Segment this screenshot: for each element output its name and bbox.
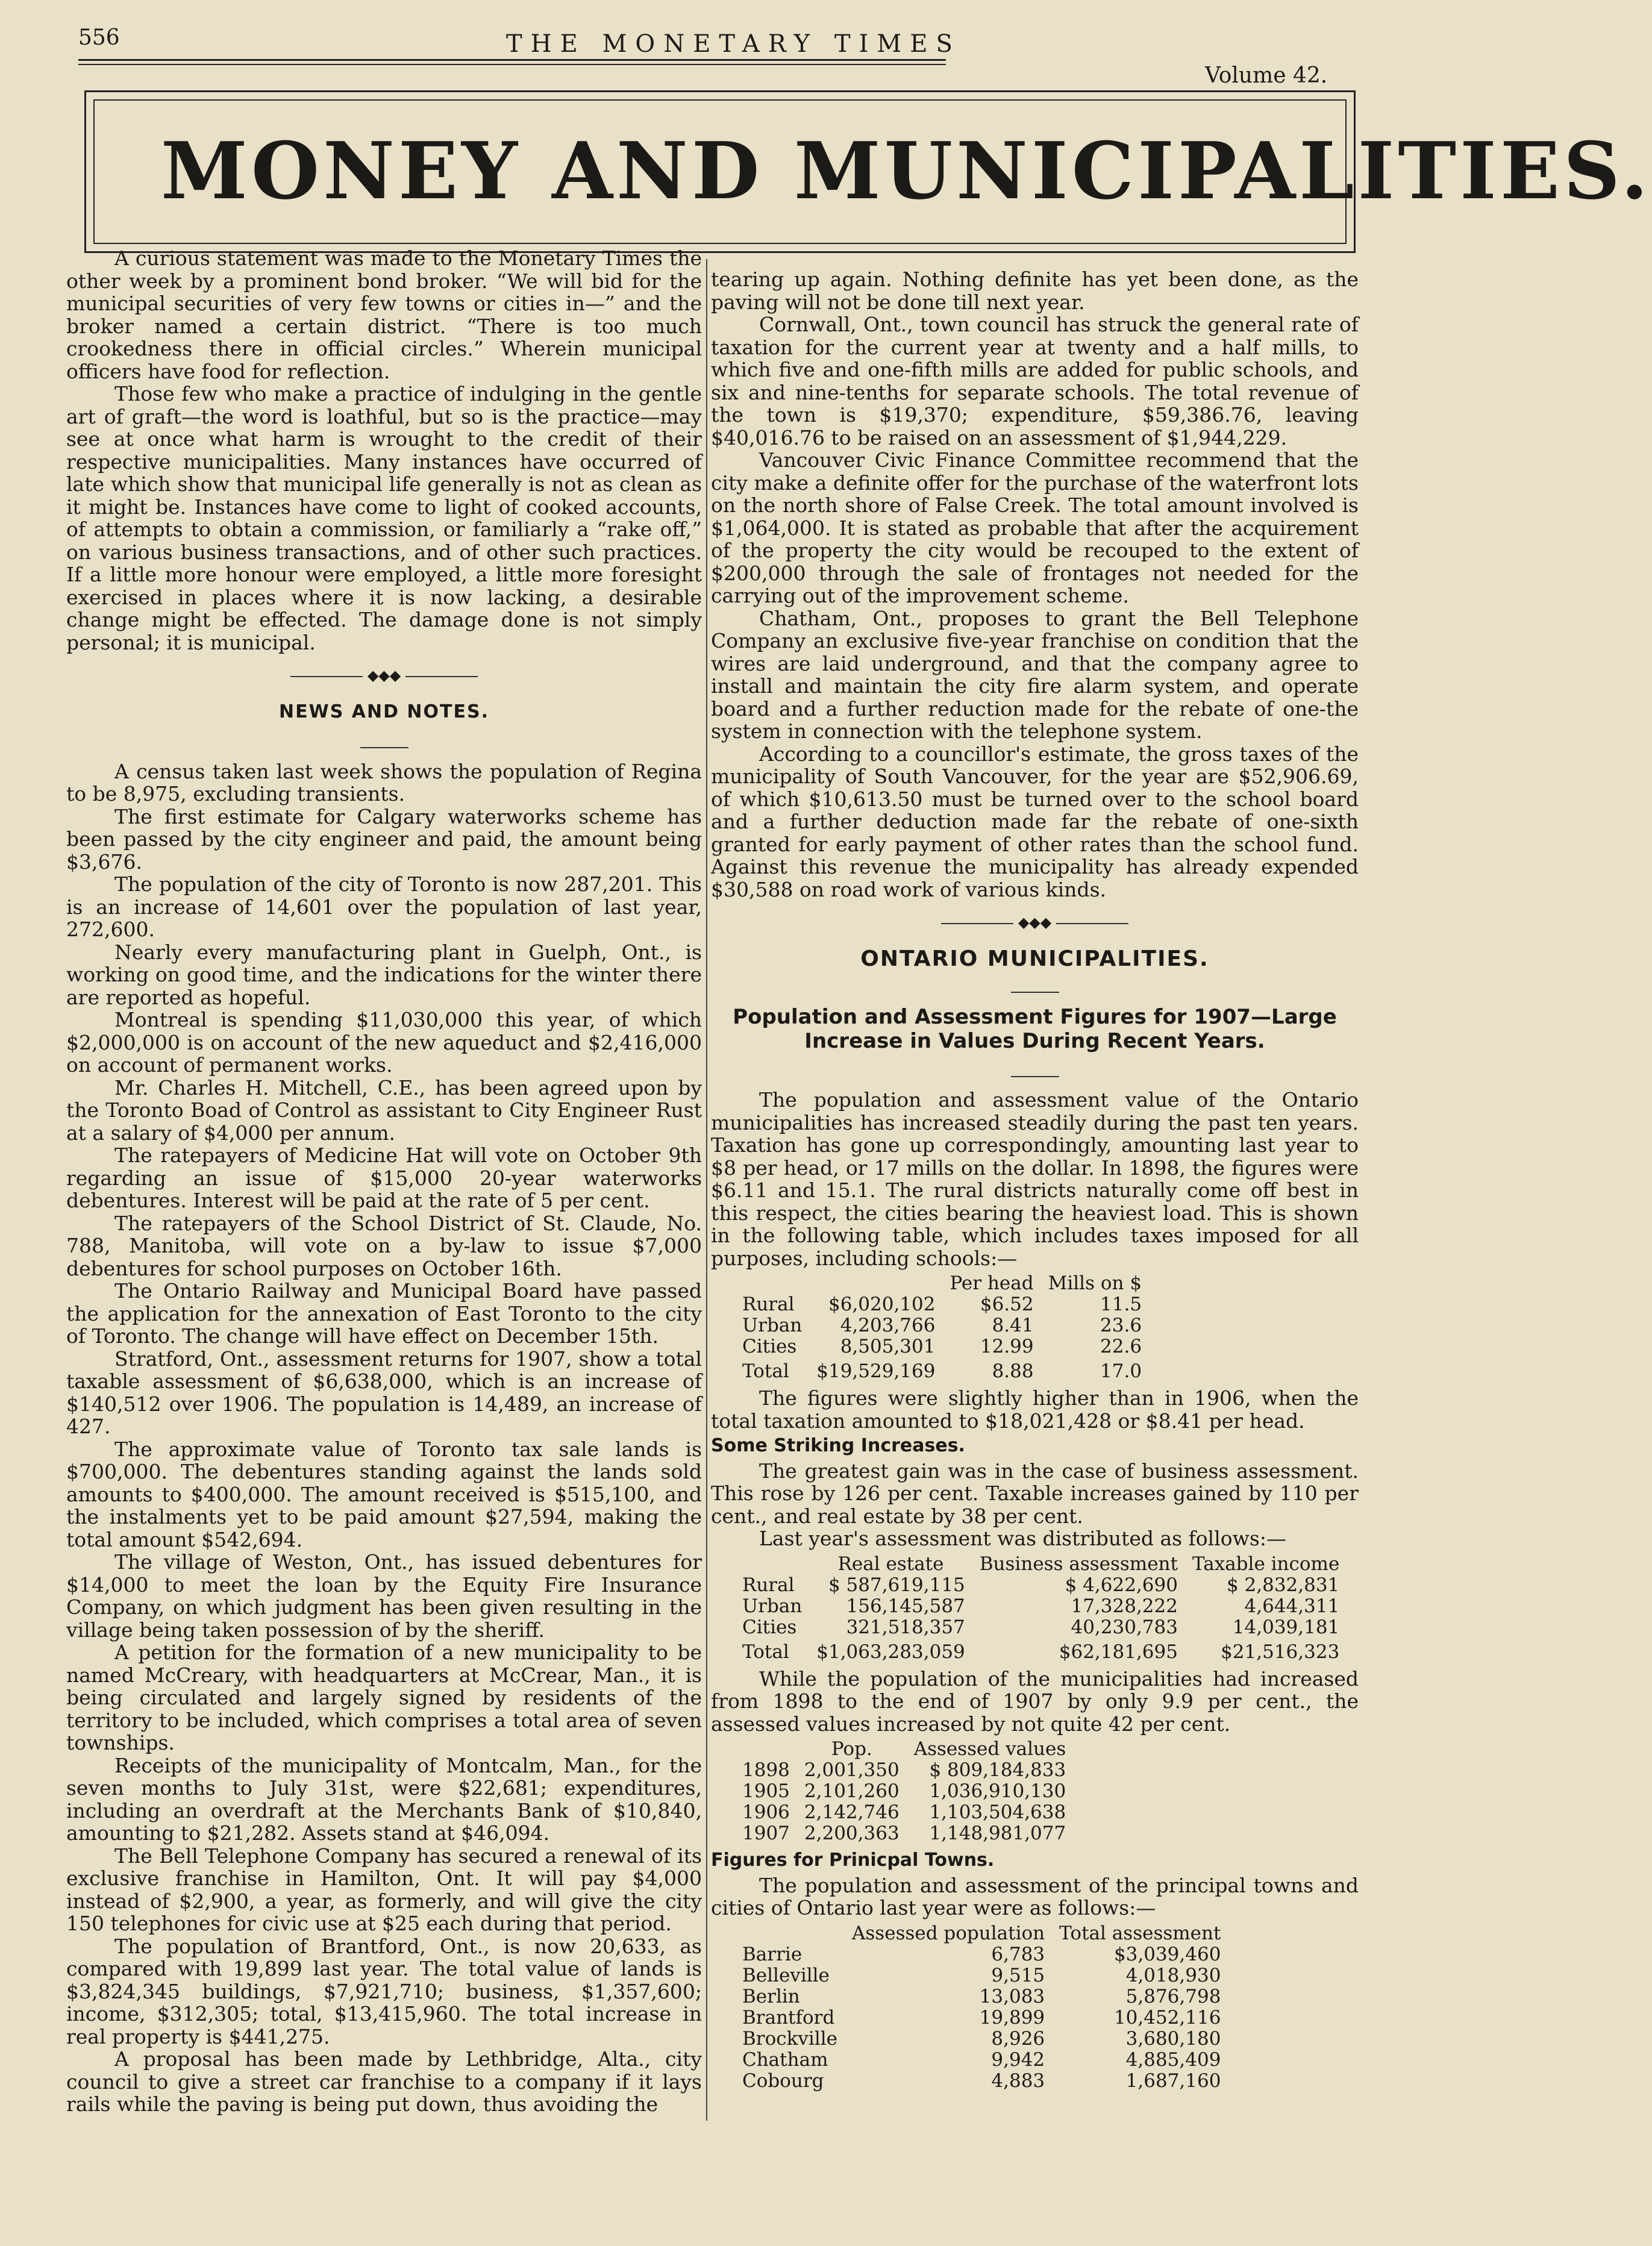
table-cell: 1,687,160 bbox=[1125, 2069, 1221, 2092]
table-row bbox=[735, 1965, 1228, 1986]
right-column bbox=[711, 268, 1359, 2097]
news-item: The village of Weston, Ont., has issued debentures for $14,000 to meet the loan by the Equity Fire Insurance Company, on which judgment has been given resulting in the village being taken possession of by the sheriff. bbox=[66, 1550, 702, 1642]
table-row bbox=[735, 1575, 1347, 1596]
table-header: Real estate bbox=[837, 1553, 944, 1575]
table-cell: 14,039,181 bbox=[1232, 1616, 1340, 1638]
news-item: The Bell Telephone Company has secured a renewal of its exclusive franchise in Hamilton, Ont. It will pay $4,000 instead of $2,900, a year, as formerly, and will give the city 150 telephones for civic use at $25 each during that period. bbox=[66, 1844, 702, 1935]
banner-title: MONEY AND MUNICIPALITIES. bbox=[161, 125, 1652, 217]
header-rule-2 bbox=[78, 64, 946, 65]
table-header: Mills on $ bbox=[1048, 1272, 1142, 1294]
table-row bbox=[735, 2050, 1228, 2071]
table-cell: 8,926 bbox=[991, 2027, 1045, 2050]
section-banner bbox=[84, 90, 1652, 253]
table-cell: 2,200,363 bbox=[804, 1822, 900, 1844]
table-total-row bbox=[735, 1357, 1149, 1382]
table-cell: 2,142,746 bbox=[804, 1801, 900, 1823]
table-cell: Urban bbox=[742, 1595, 803, 1617]
table-cell: 22.6 bbox=[1100, 1336, 1142, 1357]
table-row bbox=[735, 1823, 1073, 1844]
short-rule bbox=[711, 1059, 1359, 1082]
table-cell: 156,145,587 bbox=[846, 1595, 965, 1617]
table-cell: Cities bbox=[742, 1616, 797, 1638]
table-total-row bbox=[735, 1638, 1347, 1663]
article-paragraph: The population and assessment of the principal towns and cities of Ontario last year were as follows:— bbox=[711, 1873, 1359, 1919]
table-row bbox=[735, 1336, 1149, 1357]
news-item: Receipts of the municipality of Montcalm, Man., for the seven months to July 31st, were $22,681; expenditures, including an overdraft at the Merchants Bank of $10,840, amounting to $21,282. Assets stand at $46,094. bbox=[66, 1753, 702, 1845]
table-cell: 2,101,260 bbox=[804, 1780, 900, 1802]
table-cell: $ 2,832,831 bbox=[1226, 1574, 1340, 1596]
taxation-table bbox=[735, 1273, 1149, 1382]
table-cell: $3,039,460 bbox=[1113, 1943, 1221, 1965]
table-cell: 9,515 bbox=[991, 1964, 1045, 1986]
table-cell: Barrie bbox=[742, 1943, 803, 1965]
table-cell: Chatham bbox=[742, 2048, 828, 2071]
intro-paragraph: A curious statement was made to the Monetary Times the other week by a prominent bond broker. “We will bid for the municipal securities of very few towns or cities in—” and the broker named a certain district. “There is too much crookedness there in official circles.” Wherein municipal officers have food for reflection. bbox=[66, 246, 702, 383]
ontario-heading: ONTARIO MUNICIPALITIES. bbox=[860, 946, 1209, 971]
table-row bbox=[735, 1294, 1149, 1315]
news-item: The population of Brantford, Ont., is now 20,633, as compared with 19,899 last year. The total value of lands is $3,824,345 buildings, $7,921,710; business, $1,357,600; income, $312,305; total, $13,415,960. The total increase in real property is $441,275. bbox=[66, 1934, 702, 2048]
news-item: The ratepayers of Medicine Hat will vote on October 9th regarding an issue of $15,000 20-year waterworks debentures. Interest will be paid at the rate of 5 per cent. bbox=[66, 1143, 702, 1212]
table-cell: Brantford bbox=[742, 2006, 835, 2029]
left-column bbox=[66, 247, 702, 2116]
table-header-row bbox=[735, 1554, 1347, 1575]
table-cell: 8,505,301 bbox=[840, 1336, 936, 1357]
table-cell: Belleville bbox=[742, 1964, 830, 1986]
volume-label: Volume 42. bbox=[1205, 63, 1328, 88]
table-cell: Rural bbox=[742, 1293, 795, 1315]
ornament-divider: ◆◆◆ bbox=[711, 912, 1359, 934]
table-cell: $ 809,184,833 bbox=[929, 1759, 1066, 1781]
news-item: A census taken last week shows the population of Regina to be 8,975, excluding transients. bbox=[66, 759, 702, 805]
table-cell: 23.6 bbox=[1100, 1315, 1142, 1336]
table-cell: 1,103,504,638 bbox=[929, 1801, 1066, 1823]
table-cell: 4,885,409 bbox=[1125, 2048, 1221, 2071]
table-cell: 6,783 bbox=[991, 1943, 1045, 1965]
news-item: A petition for the formation of a new municipality to be named McCreary, with headquarters at McCrear, Man., it is being circulated and largely signed by residents of the territory to be included, which comprises a total area of seven townships. bbox=[66, 1641, 702, 1754]
table-row bbox=[735, 2007, 1228, 2029]
table-header-row bbox=[735, 1739, 1073, 1760]
table-cell: 8.41 bbox=[992, 1315, 1034, 1336]
table-cell: 1905 bbox=[742, 1780, 790, 1802]
publication-title: THE MONETARY TIMES bbox=[506, 30, 961, 58]
table-header-row bbox=[735, 1273, 1149, 1294]
table-cell: $6.52 bbox=[980, 1293, 1034, 1315]
table-row bbox=[735, 1596, 1347, 1617]
table-cell: 1906 bbox=[742, 1801, 790, 1823]
table-cell: 11.5 bbox=[1100, 1293, 1142, 1315]
table-header: Per head bbox=[950, 1272, 1034, 1294]
table-header bbox=[809, 1273, 942, 1294]
intro-paragraph: Those few who make a practice of indulging in the gentle art of graft—the word is loathful, but so is the practice—may see at once what harm is wrought to the credit of their respective municipalities. Many instances have occurred of late which show that municipal life generally is not as clean as it might be. Instances have come to light of cooked accounts, of attempts to obtain a commission, or familiarly a “rake off,” on various business transactions, and of other such practices. If a little more honour were employed, a little more foresight exercised in places where it is now lacking, a desirable change might be effected. The damage done is not simply personal; it is municipal. bbox=[66, 382, 702, 654]
banner-inner-frame bbox=[93, 99, 1652, 244]
news-item: Stratford, Ont., assessment returns for 1907, show a total taxable assessment of $6,638,000, which is an increase of $140,512 over 1906. The population is 14,489, an increase of 427. bbox=[66, 1347, 702, 1438]
news-item: A proposal has been made by Lethbridge, Alta., city council to give a street car franchise to a company if it lays rails while the paving is being put down, thus avoiding the bbox=[66, 2047, 702, 2116]
table-cell: Total bbox=[742, 1641, 789, 1663]
table-cell: 1907 bbox=[742, 1822, 790, 1844]
table-cell: 4,644,311 bbox=[1244, 1595, 1340, 1617]
table-cell: 17.0 bbox=[1100, 1360, 1142, 1382]
article-paragraph: Last year's assessment was distributed as follows:— bbox=[759, 1527, 1286, 1550]
table-cell: $ 587,619,115 bbox=[828, 1574, 965, 1596]
table-row bbox=[735, 2071, 1228, 2092]
table-cell: $6,020,102 bbox=[828, 1293, 936, 1315]
table-cell: 4,203,766 bbox=[840, 1315, 936, 1336]
table-header: Total assessment bbox=[1059, 1922, 1221, 1944]
table-header bbox=[735, 1273, 809, 1294]
news-heading: NEWS AND NOTES. bbox=[279, 701, 489, 722]
table-cell: 1,036,910,130 bbox=[929, 1780, 1066, 1802]
news-item: The first estimate for Calgary waterworks scheme has been passed by the city engineer and paid, the amount being $3,676. bbox=[66, 804, 702, 874]
towns-table bbox=[735, 1923, 1228, 2092]
table-row bbox=[735, 1760, 1073, 1781]
column-divider bbox=[706, 259, 707, 2121]
table-cell: 5,876,798 bbox=[1125, 1985, 1221, 2007]
table-cell: $ 4,622,690 bbox=[1065, 1574, 1178, 1596]
striking-heading: Some Striking Increases. bbox=[711, 1435, 965, 1456]
table-cell: 4,883 bbox=[991, 2069, 1045, 2092]
table-cell: 8.88 bbox=[992, 1360, 1034, 1382]
table-header: Assessed values bbox=[913, 1738, 1066, 1760]
towns-heading: Figures for Prinicpal Towns. bbox=[711, 1850, 995, 1871]
news-item: Vancouver Civic Finance Committee recommend that the city make a definite offer for the purchase of the waterfront lots on the north shore of False Creek. The total amount involved is $1,064,000. It is stated as probable that after the acquirement of the property the city would be recouped to the extent of $200,000 through the sale of frontages not needed for the carrying out of the improvement scheme. bbox=[711, 448, 1359, 607]
table-header bbox=[735, 1554, 809, 1575]
table-cell: 321,518,357 bbox=[846, 1616, 965, 1638]
table-row bbox=[735, 1781, 1073, 1802]
news-item: According to a councillor's estimate, the gross taxes of the municipality of South Vancouver, for the year are $52,906.69, of which $10,613.50 must be turned over to the school board and a further deduction made far the rebate of one-sixth granted for early payment of other rates than the school fund. Against this revenue the municipality has already expended $30,588 on road work of various kinds. bbox=[711, 742, 1359, 901]
table-header bbox=[735, 1739, 797, 1760]
article-subheading: Population and Assessment Figures for 1907—Large Increase in Values During Recent Years. bbox=[733, 1004, 1337, 1053]
table-cell: $62,181,695 bbox=[1059, 1641, 1178, 1663]
table-row bbox=[735, 2029, 1228, 2050]
news-item: The Ontario Railway and Municipal Board have passed the application for the annexation of East Toronto to the city of Toronto. The change will have effect on December 15th. bbox=[66, 1279, 702, 1348]
table-header: Taxable income bbox=[1192, 1553, 1340, 1575]
table-cell: 19,899 bbox=[979, 2006, 1045, 2029]
table-cell: 4,018,930 bbox=[1125, 1964, 1221, 1986]
news-item: The population of the city of Toronto is now 287,201. This is an increase of 14,601 over the population of last year, 272,600. bbox=[66, 872, 702, 941]
news-item: The approximate value of Toronto tax sale lands is $700,000. The debentures standing against the lands sold amounts to $400,000. The amount received is $515,100, and the instalments yet to be paid amount $27,594, making the total amount $542,694. bbox=[66, 1437, 702, 1551]
table-cell: 1898 bbox=[742, 1759, 790, 1781]
table-cell: Total bbox=[742, 1360, 789, 1382]
article-paragraph: While the population of the municipalities had increased from 1898 to the end of 1907 by only 9.9 per cent., the assessed values increased by not quite 42 per cent. bbox=[711, 1666, 1359, 1736]
article-paragraph: The greatest gain was in the case of business assessment. This rose by 126 per cent. Taxable increases gained by 110 per cent., and real estate by 38 per cent. bbox=[711, 1459, 1359, 1528]
article-paragraph: The figures were slightly higher than in 1906, when the total taxation amounted to $18,021,428 or $8.41 per head. bbox=[711, 1386, 1359, 1433]
news-item: Montreal is spending $11,030,000 this year, of which $2,000,000 is on account of the new aqueduct and $2,416,000 on account of permanent works. bbox=[66, 1008, 702, 1077]
table-row bbox=[735, 1617, 1347, 1638]
table-cell: $1,063,283,059 bbox=[816, 1641, 965, 1663]
short-rule bbox=[66, 730, 702, 753]
table-row bbox=[735, 1315, 1149, 1336]
table-header bbox=[735, 1923, 845, 1944]
assessment-table bbox=[735, 1554, 1347, 1663]
table-cell: 40,230,783 bbox=[1071, 1616, 1178, 1638]
news-item: Mr. Charles H. Mitchell, C.E., has been agreed upon by the Toronto Boad of Control as assistant to City Engineer Rust at a salary of $4,000 per annum. bbox=[66, 1075, 702, 1145]
news-item: Cornwall, Ont., town council has struck the general rate of taxation for the current year at twenty and a half mills, to which five and one-fifth mills are added for public schools, and six and nine-tenths for separate schools. The total revenue of the town is $19,370; expenditure, $59,386.76, leaving $40,016.76 to be raised on an assessment of $1,944,229. bbox=[711, 313, 1359, 449]
population-table bbox=[735, 1739, 1073, 1844]
table-cell: $21,516,323 bbox=[1221, 1641, 1340, 1663]
continued-paragraph: tearing up again. Nothing definite has yet been done, as the paving will not be done till next year. bbox=[711, 267, 1359, 314]
table-cell: Berlin bbox=[742, 1985, 800, 2007]
table-cell: 12.99 bbox=[980, 1336, 1034, 1357]
table-cell: 2,001,350 bbox=[804, 1759, 900, 1781]
table-cell: Rural bbox=[742, 1574, 795, 1596]
article-paragraph: The population and assessment value of the Ontario municipalities has increased steadily during the past ten years. Taxation has gone up correspondingly, amounting last year to $8 per head, or 17 mills on the dollar. In 1898, the figures were $6.11 and 15.1. The rural districts naturally come off best in this respect, the cities bearing the heaviest load. This is shown in the following table, which includes taxes imposed for all purposes, including schools:— bbox=[711, 1088, 1359, 1270]
table-row bbox=[735, 1802, 1073, 1823]
table-cell: 13,083 bbox=[979, 1985, 1045, 2007]
table-cell: Brockville bbox=[742, 2027, 838, 2050]
header-rule bbox=[78, 59, 946, 61]
table-cell: 1,148,981,077 bbox=[929, 1822, 1066, 1844]
news-item: The ratepayers of the School District of St. Claude, No. 788, Manitoba, will vote on a by-law to issue $7,000 debentures for school purposes on October 16th. bbox=[66, 1211, 702, 1280]
table-cell: $19,529,169 bbox=[816, 1360, 936, 1382]
table-cell: 17,328,222 bbox=[1071, 1595, 1178, 1617]
ornament-divider: ◆◆◆ bbox=[66, 665, 702, 687]
table-cell: Cities bbox=[742, 1336, 797, 1357]
table-header: Pop. bbox=[831, 1738, 872, 1760]
short-rule bbox=[711, 975, 1359, 998]
table-cell: Cobourg bbox=[742, 2069, 824, 2092]
table-cell: 10,452,116 bbox=[1113, 2006, 1221, 2029]
table-cell: 9,942 bbox=[991, 2048, 1045, 2071]
table-row bbox=[735, 1944, 1228, 1965]
news-item: Chatham, Ont., proposes to grant the Bell Telephone Company an exclusive five-year franchise on condition that the wires are laid underground, and that the company agree to install and maintain the city fire alarm system, and operate board and a further reduction made for the rebate of one-the system in connection with the telephone system. bbox=[711, 606, 1359, 743]
table-row bbox=[735, 1986, 1228, 2007]
table-header-row bbox=[735, 1923, 1228, 1944]
page-number: 556 bbox=[78, 25, 120, 50]
news-item: Nearly every manufacturing plant in Guelph, Ont., is working on good time, and the indications for the winter there are reported as hopeful. bbox=[66, 940, 702, 1009]
table-cell: Urban bbox=[742, 1315, 803, 1336]
table-cell: 3,680,180 bbox=[1125, 2027, 1221, 2050]
table-header: Business assessment bbox=[979, 1553, 1178, 1575]
table-header: Assessed population bbox=[852, 1922, 1045, 1944]
